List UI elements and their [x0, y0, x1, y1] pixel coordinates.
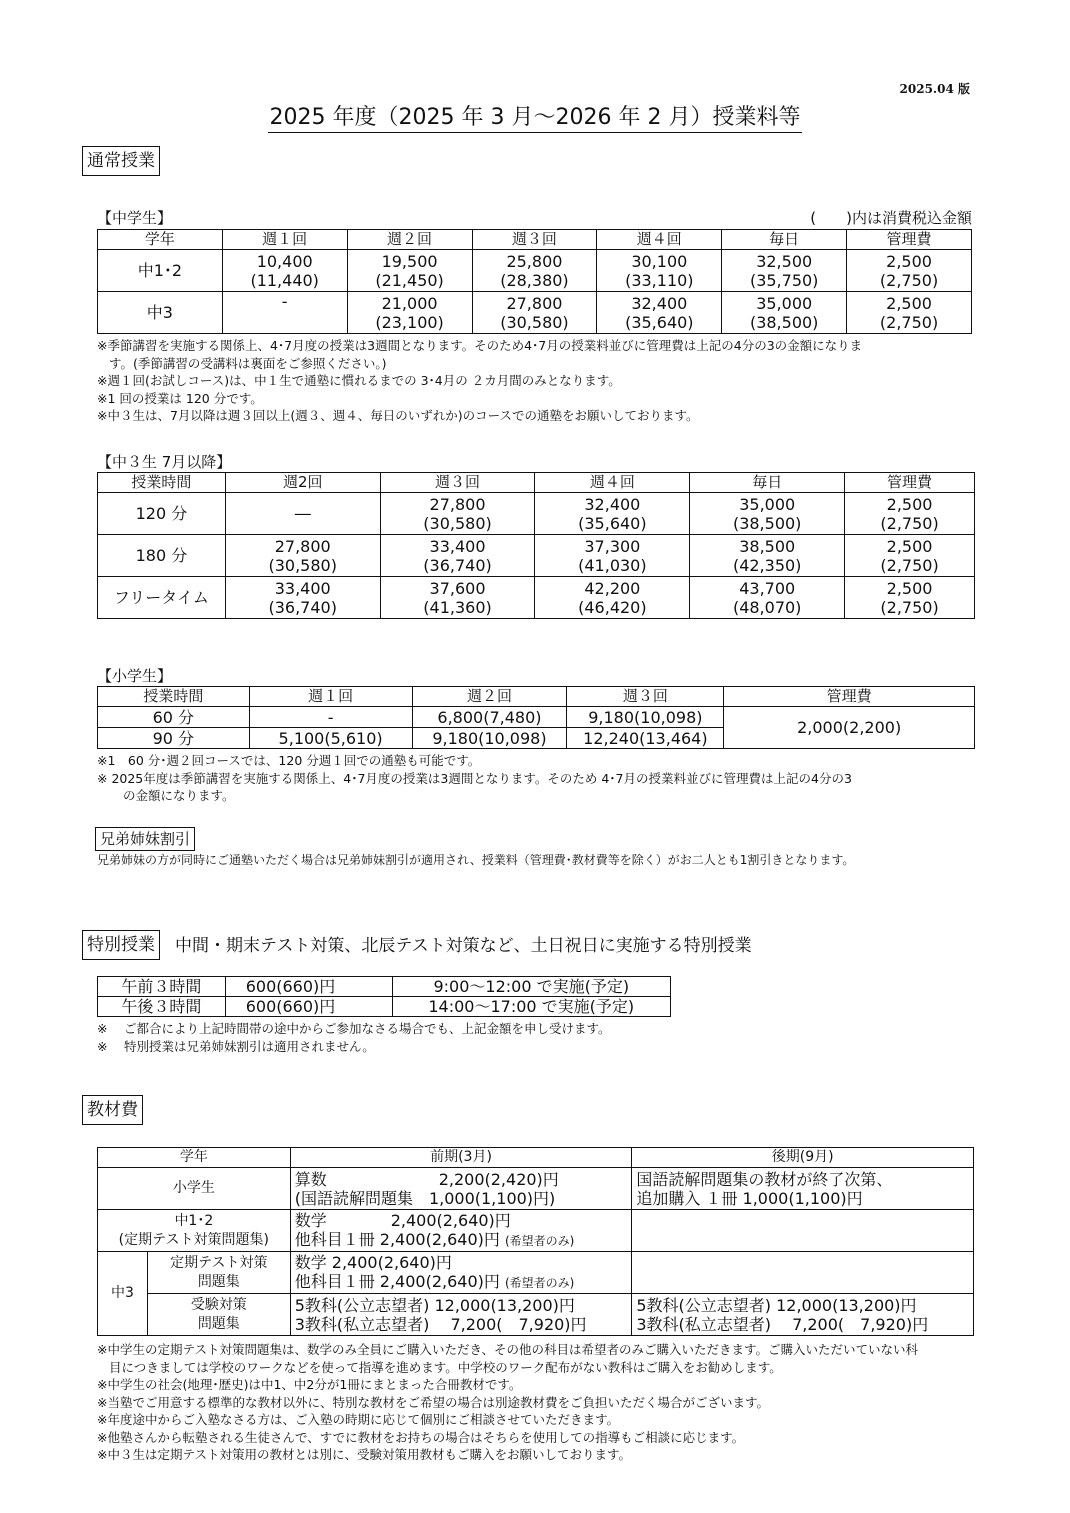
price-cell: 600(660)円 [225, 997, 392, 1017]
fee-cell: 21,000 (23,100) [347, 292, 472, 334]
note-line: ※当塾でご用意する標準的な教材以外に、特別な教材をご希望の場合は別途教材費をご負担いただく場合がございます。 [97, 1394, 769, 1410]
header-cell: 授業時間 [98, 473, 226, 493]
fee-cell: 2,500 (2,750) [845, 493, 975, 535]
first-term-cell: 数学 2,400(2,640)円 他科目１冊 2,400(2,640)円 (希望者のみ) [290, 1252, 632, 1294]
elem-heading: 【小学生】 [97, 667, 173, 685]
note-line: す。(季節講習の受講料は裏面をご参照ください。) [109, 355, 387, 371]
middle-notes [97, 337, 862, 425]
note-line: ※1 60 分･週２回コースでは、120 分週１回での通塾も可能です。 [97, 753, 481, 768]
table-row [98, 997, 671, 1017]
table-row [98, 292, 972, 334]
m3-header-row [98, 473, 975, 493]
fee-cell: 32,400 (35,640) [535, 493, 690, 535]
fee-cell: 10,400 (11,440) [222, 250, 347, 292]
first-term-cell: 数学 2,400(2,640)円 他科目１冊 2,400(2,640)円 (希望者のみ) [290, 1210, 632, 1252]
session-cell: 午後３時間 [98, 997, 226, 1017]
grade-cell: 中1･2 (定期テスト対策問題集) [98, 1210, 291, 1252]
fee-cell: 37,300 (41,030) [535, 535, 690, 577]
middle-fee-table [97, 229, 972, 334]
fee-cell: 33,400 (36,740) [225, 577, 380, 619]
fee-cell: 19,500 (21,450) [347, 250, 472, 292]
table-row [98, 535, 975, 577]
fee-cell: 30,100 (33,110) [597, 250, 722, 292]
note-line: ※中学生の社会(地理･歴史)は中1、中2分が1冊にまとまった合冊教材です。 [97, 1377, 522, 1392]
note-line: ※季節講習を実施する関係上、4･7月度の授業は3週間となります。そのため4･7月の授業料並びに管理費は上記の4分の3の金額になりま [97, 338, 863, 353]
fee-cell: 37,600 (41,360) [380, 577, 535, 619]
note-line: ※中３生は、7月以降は週３回以上(週３、週４、毎日のいずれか)のコースでの通塾をお願いしております。 [97, 408, 699, 423]
time-cell: 14:00～17:00 で実施(予定) [392, 997, 670, 1017]
elem-fee-table [97, 686, 975, 749]
table-row [98, 577, 975, 619]
m3-heading: 【中３生 7月以降】 [97, 453, 232, 471]
header-cell: 学年 [98, 1148, 291, 1168]
section-regular-label: 通常授業 [82, 146, 160, 176]
fee-cell: 2,500 (2,750) [847, 292, 972, 334]
elem-header-row [98, 687, 975, 707]
materials-table [97, 1147, 974, 1336]
note-line: ※1 回の授業は 120 分です。 [97, 390, 263, 406]
note-line: ※ 2025年度は季節講習を実施する関係上、4･7月度の授業は3週間となります。そのため 4･7月の授業料並びに管理費は上記の4分の3 [97, 770, 852, 786]
header-cell: 管理費 [847, 230, 972, 250]
table-row [98, 1252, 974, 1294]
note-line: ※中３生は定期テスト対策用の教材とは別に、受験対策用教材もご購入をお願いしております。 [97, 1447, 631, 1462]
header-cell: 週４回 [597, 230, 722, 250]
tax-note: ( )内は消費税込金額 [810, 209, 972, 227]
elem-notes [97, 752, 852, 805]
note-line: ※ 特別授業は兄弟姉妹割引は適用されません。 [97, 1038, 375, 1054]
note-line: ※年度途中からご入塾なさる方は、ご入塾の時期に応じて個別にご相談させていただきます。 [97, 1412, 619, 1427]
header-cell: 週４回 [535, 473, 690, 493]
table-row [98, 1168, 974, 1210]
special-notes [97, 1020, 610, 1055]
fee-cell: 5,100(5,610) [249, 728, 412, 749]
time-cell: 60 分 [98, 707, 250, 728]
fee-cell: 12,240(13,464) [567, 728, 724, 749]
middle-heading: 【中学生】 [97, 209, 173, 227]
edition-label: 2025.04 版 [899, 82, 970, 96]
time-cell: 90 分 [98, 728, 250, 749]
header-cell: 週３回 [380, 473, 535, 493]
second-term-cell [632, 1252, 974, 1294]
header-cell: 週３回 [472, 230, 597, 250]
fee-cell: 2,500 (2,750) [847, 250, 972, 292]
materials-notes [97, 1341, 918, 1464]
fee-cell: 32,400 (35,640) [597, 292, 722, 334]
table-row [98, 493, 975, 535]
header-cell: 週2回 [225, 473, 380, 493]
grade-cell: 中1･2 [98, 250, 223, 292]
first-term-cell: 5教科(公立志望者) 12,000(13,200)円 3教科(私立志望者) 7,200( 7,920)円 [290, 1294, 632, 1336]
table-row [98, 250, 972, 292]
price-cell: 600(660)円 [225, 977, 392, 997]
first-term-cell: 算数 2,200(2,420)円 (国語読解問題集 1,000(1,100)円) [290, 1168, 632, 1210]
fee-cell: 9,180(10,098) [412, 728, 567, 749]
note-line: ※他塾さんから転塾される生徒さんで、すでに教材をお持ちの場合はそちらを使用しての指導もご相談に応じます。 [97, 1429, 745, 1445]
fee-cell: 2,500 (2,750) [845, 577, 975, 619]
header-cell: 管理費 [845, 473, 975, 493]
header-cell: 週３回 [567, 687, 724, 707]
note-line: ※中学生の定期テスト対策問題集は、数学のみ全員にご購入いただき、その他の科目は希望者のみご購入いただきます。ご購入いただいていない科 [97, 1342, 918, 1357]
fee-cell: 42,200 (46,420) [535, 577, 690, 619]
material-type-cell: 定期テスト対策 問題集 [147, 1252, 290, 1294]
header-cell: 管理費 [724, 687, 975, 707]
fee-cell: 38,500 (42,350) [690, 535, 845, 577]
fee-cell: 27,800 (30,580) [472, 292, 597, 334]
grade-cell: 小学生 [98, 1168, 291, 1210]
fee-cell: ― [225, 493, 380, 535]
page-title-text: 2025 年度（2025 年 3 月～2026 年 2 月）授業料等 [268, 105, 803, 133]
management-fee-cell: 2,000(2,200) [724, 707, 975, 749]
section-special-label: 特別授業 [82, 930, 160, 960]
fee-cell: 32,500 (35,750) [722, 250, 847, 292]
material-type-cell: 受験対策 問題集 [147, 1294, 290, 1336]
fee-cell: 27,800 (30,580) [380, 493, 535, 535]
header-cell: 週２回 [412, 687, 567, 707]
fee-cell: - [249, 707, 412, 728]
session-cell: 午前３時間 [98, 977, 226, 997]
table-row [98, 707, 975, 728]
note-line: ※週１回(お試しコース)は、中１生で通塾に慣れるまでの 3･4月の ２カ月間のみとなります。 [97, 373, 621, 388]
fee-cell: 6,800(7,480) [412, 707, 567, 728]
header-cell: 週２回 [347, 230, 472, 250]
page-title [0, 100, 1070, 131]
fee-cell: 9,180(10,098) [567, 707, 724, 728]
note-line: 目につきましては学校のワークなどを使って指導を進めます。中学校のワーク配布がない教科はご購入をお勧めします。 [109, 1359, 782, 1375]
header-cell: 毎日 [690, 473, 845, 493]
section-materials-label: 教材費 [82, 1095, 143, 1125]
header-cell: 毎日 [722, 230, 847, 250]
table-row [98, 977, 671, 997]
fee-cell: 43,700 (48,070) [690, 577, 845, 619]
fee-cell: 35,000 (38,500) [690, 493, 845, 535]
sibling-text: 兄弟姉妹の方が同時にご通塾いただく場合は兄弟姉妹割引が適用され、授業料（管理費･教材費等を除く）がお二人とも1割引きとなります。 [97, 853, 855, 867]
fee-cell: 33,400 (36,740) [380, 535, 535, 577]
time-cell: 120 分 [98, 493, 226, 535]
m3-fee-table [97, 472, 975, 619]
fee-cell: 2,500 (2,750) [845, 535, 975, 577]
time-cell: 9:00～12:00 で実施(予定) [392, 977, 670, 997]
special-table [97, 976, 671, 1017]
fee-cell: 25,800 (28,380) [472, 250, 597, 292]
grade-cell: 中3 [98, 292, 223, 334]
time-cell: フリータイム [98, 577, 226, 619]
special-description: 中間・期末テスト対策、北辰テスト対策など、土日祝日に実施する特別授業 [175, 936, 752, 956]
fee-cell: - [222, 292, 347, 334]
grade-cell: 中3 [98, 1252, 148, 1336]
header-cell: 学年 [98, 230, 223, 250]
header-cell: 授業時間 [98, 687, 250, 707]
note-line: ※ ご都合により上記時間帯の途中からご参加なさる場合でも、上記金額を申し受けます。 [97, 1021, 611, 1036]
middle-header-row [98, 230, 972, 250]
fee-cell: 27,800 (30,580) [225, 535, 380, 577]
materials-header-row [98, 1148, 974, 1168]
time-cell: 180 分 [98, 535, 226, 577]
second-term-cell: 国語読解問題集の教材が終了次第、 追加購入 １冊 1,000(1,100)円 [632, 1168, 974, 1210]
header-cell: 前期(3月) [290, 1148, 632, 1168]
note-line: の金額になります。 [123, 788, 235, 803]
second-term-cell [632, 1210, 974, 1252]
second-term-cell: 5教科(公立志望者) 12,000(13,200)円 3教科(私立志望者) 7,200( 7,920)円 [632, 1294, 974, 1336]
header-cell: 週１回 [249, 687, 412, 707]
table-row [98, 1210, 974, 1252]
header-cell: 後期(9月) [632, 1148, 974, 1168]
header-cell: 週１回 [222, 230, 347, 250]
fee-cell: 35,000 (38,500) [722, 292, 847, 334]
sibling-label: 兄弟姉妹割引 [95, 827, 195, 851]
table-row [98, 1294, 974, 1336]
